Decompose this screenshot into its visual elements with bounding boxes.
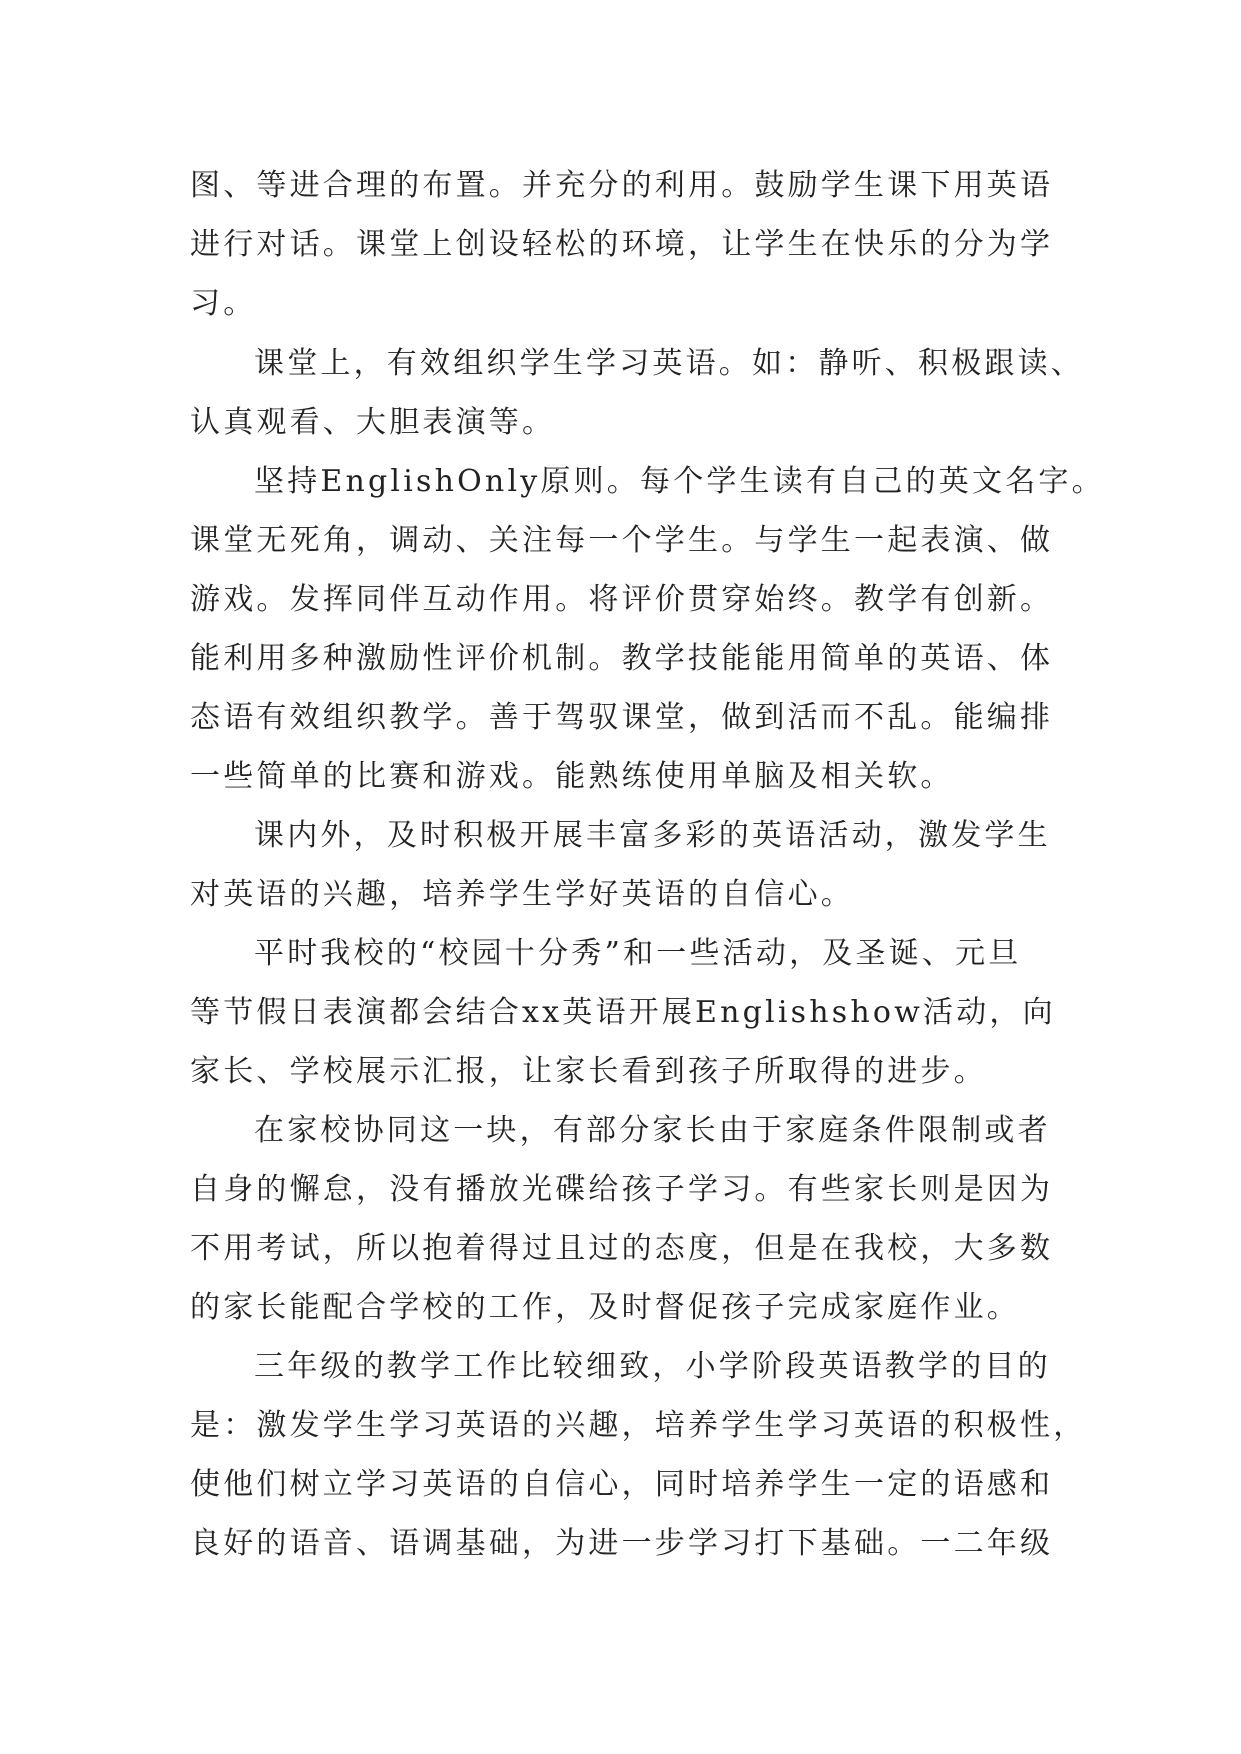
text-line: 课堂无死角，调动、关注每一个学生。与学生一起表演、做 — [190, 523, 1054, 558]
text-line: 家长、学校展示汇报，让家长看到孩子所取得的进步。 — [190, 1054, 987, 1089]
text-line: 对英语的兴趣，培养学生学好英语的自信心。 — [190, 877, 854, 912]
paragraph-first-line: 三年级的教学工作比较细致，小学阶段英语教学的目的 — [254, 1349, 1051, 1384]
text-line: 图、等进合理的布置。并充分的利用。鼓励学生课下用英语 — [190, 168, 1054, 203]
paragraph-first-line: 课堂上，有效组织学生学习英语。如：静听、积极跟读、 — [254, 346, 1084, 381]
text-line: 能利用多种激励性评价机制。教学技能能用简单的英语、体 — [190, 641, 1054, 676]
text-line: 的家长能配合学校的工作，及时督促孩子完成家庭作业。 — [190, 1290, 1020, 1325]
text-line: 是：激发学生学习英语的兴趣，培养学生学习英语的积极性， — [190, 1408, 1087, 1443]
text-line: 进行对话。课堂上创设轻松的环境，让学生在快乐的分为学 — [190, 227, 1054, 262]
text-line: 态语有效组织教学。善于驾驭课堂，做到活而不乱。能编排 — [190, 700, 1054, 735]
text-line: 一些简单的比赛和游戏。能熟练使用单脑及相关软。 — [190, 759, 954, 794]
text-line: 认真观看、大胆表演等。 — [190, 405, 556, 440]
paragraph-first-line: 坚持EnglishOnly原则。每个学生读有自己的英文名字。 — [254, 464, 1105, 499]
text-line: 等节假日表演都会结合xx英语开展Englishshow活动，向 — [190, 995, 1056, 1030]
paragraph-first-line: 平时我校的“校园十分秀”和一些活动，及圣诞、元旦 — [254, 936, 1022, 971]
text-line: 不用考试，所以抱着得过且过的态度，但是在我校，大多数 — [190, 1231, 1054, 1266]
paragraph-first-line: 课内外，及时积极开展丰富多彩的英语活动，激发学生 — [254, 818, 1051, 853]
text-line: 良好的语音、语调基础，为进一步学习打下基础。一二年级 — [190, 1526, 1054, 1561]
text-line: 习。 — [190, 286, 257, 321]
text-line: 使他们树立学习英语的自信心，同时培养学生一定的语感和 — [190, 1467, 1054, 1502]
paragraph-first-line: 在家校协同这一块，有部分家长由于家庭条件限制或者 — [254, 1113, 1051, 1148]
text-line: 自身的懈怠，没有播放光碟给孩子学习。有些家长则是因为 — [190, 1172, 1054, 1207]
text-line: 游戏。发挥同伴互动作用。将评价贯穿始终。教学有创新。 — [190, 582, 1054, 617]
